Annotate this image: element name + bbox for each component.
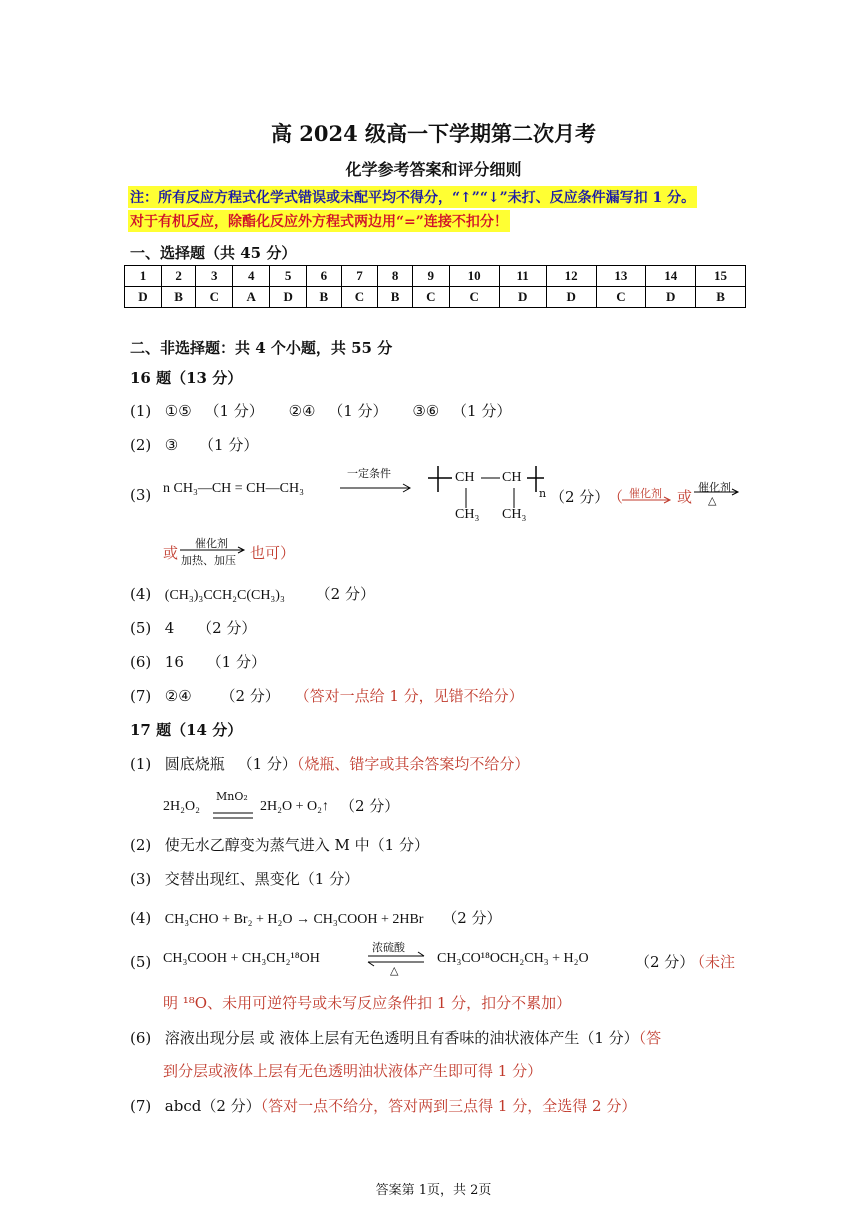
score-text: （1 分）: [452, 402, 512, 420]
part-number: (1): [130, 755, 152, 773]
q16-part5: [130, 617, 256, 638]
q16-part7: [130, 685, 524, 706]
polymer-ch-1: CH: [455, 470, 475, 485]
q17-part4: [130, 907, 502, 928]
answer-text: 圆底烧瓶: [164, 755, 225, 773]
page-footer: 答案第 1页，共 2页: [375, 1183, 492, 1198]
question-number: 14: [646, 266, 696, 287]
equation-right: CH₃CO¹⁸OCH₂CH₃ + H₂O: [437, 951, 589, 966]
question-number: 9: [412, 266, 449, 287]
equation-condition: MnO₂: [216, 790, 248, 803]
answer-cell: C: [196, 287, 233, 308]
question-number: 7: [341, 266, 378, 287]
equation-left: CH₃COOH + CH₃CH₂¹⁸OH: [163, 951, 320, 966]
score-text: （2 分）: [197, 619, 257, 637]
part-number: (2): [130, 436, 152, 454]
polymer-ch-2: CH: [502, 470, 522, 485]
part-number: (5): [130, 953, 152, 971]
reaction-condition: 一定条件: [347, 467, 391, 480]
answer-cell: D: [646, 287, 696, 308]
section2-heading: 二、非选择题：共 4 个小题，共 55 分: [130, 339, 393, 357]
grading-comment: （烧瓶、错字或其余答案均不给分）: [296, 755, 530, 773]
part-number: (4): [130, 585, 152, 603]
answer-cell: B: [378, 287, 412, 308]
part-number: (3): [130, 486, 152, 504]
question-number: 6: [307, 266, 341, 287]
answer-cell: B: [307, 287, 341, 308]
alt-catalyst-3: 催化剂: [195, 537, 228, 550]
answer-cell: C: [341, 287, 378, 308]
answer-cell: A: [233, 287, 270, 308]
answer-cell: C: [412, 287, 449, 308]
answer-text: 16: [164, 653, 184, 671]
or-text: 或: [677, 488, 693, 506]
scoring-note-2: 对于有机反应，除酯化反应外方程式两边用“=”连接不扣分！: [128, 210, 510, 232]
q16-part6: [130, 651, 266, 672]
question-number: 10: [449, 266, 499, 287]
score-text: （1 分）: [206, 653, 266, 671]
answer-text: CH₃CHO + Br₂ + H₂O → CH₃COOH + 2HBr: [164, 912, 424, 927]
q17-part7: [130, 1095, 636, 1116]
equation-left: 2H₂O₂: [163, 799, 200, 814]
answer-text: 溶液出现分层 或 液体上层有无色透明且有香味的油状液体产生（1 分）: [164, 1029, 639, 1047]
q17-part6: [130, 1027, 661, 1048]
answer-text: 交替出现红、黑变化（1 分）: [164, 870, 360, 888]
page-title: 高 2024 级高一下学期第二次月考: [270, 121, 597, 146]
answer-text: ③⑥: [412, 402, 440, 420]
part-number: (6): [130, 653, 152, 671]
alt-catalyst-1: 催化剂: [629, 487, 662, 500]
question-number: 3: [196, 266, 233, 287]
answer-cell: C: [449, 287, 499, 308]
equation-condition: 浓硫酸: [372, 941, 405, 954]
answer-cell: D: [499, 287, 546, 308]
part-number: (6): [130, 1029, 152, 1047]
question-number: 4: [233, 266, 270, 287]
grading-comment: （答对一点不给分，答对两到三点得 1 分，全选得 2 分）: [260, 1097, 637, 1115]
q17-part2: [130, 834, 429, 855]
answer-text: abcd（2 分）: [164, 1097, 261, 1115]
answer-text: (CH₃)₃CCH₂C(CH₃)₃: [164, 588, 285, 603]
answer-text: ②④: [164, 687, 192, 705]
q17-heading: 17 题（14 分）: [130, 721, 243, 739]
grading-comment: 明 ¹⁸O、未用可逆符号或未写反应条件扣 1 分，扣分不累加）: [163, 994, 572, 1012]
delta-symbol: △: [390, 964, 399, 977]
part-number: (5): [130, 619, 152, 637]
part-number: (2): [130, 836, 152, 854]
question-number: 2: [161, 266, 195, 287]
polymer-methyl-2: CH₃: [502, 507, 527, 522]
alt-tail-text: 也可）: [250, 544, 296, 562]
score-text: （1 分）: [199, 436, 259, 454]
score-text: （2 分）: [340, 797, 400, 815]
grading-comment: 到分层或液体上层有无色透明油状液体产生即可得 1 分）: [163, 1062, 543, 1080]
score-text: （2 分）: [635, 953, 695, 971]
score-text: （2 分）: [442, 909, 502, 927]
answer-cell: B: [696, 287, 746, 308]
score-text: （2 分）: [315, 585, 375, 603]
answer-cell: B: [161, 287, 195, 308]
scoring-note-1: 注：所有反应方程式化学式错误或未配平均不得分，“↑”“↓”未打、反应条件漏写扣 1 分。: [128, 186, 697, 208]
answer-cell: C: [596, 287, 646, 308]
part-number: (4): [130, 909, 152, 927]
question-number: 11: [499, 266, 546, 287]
answer-cell: D: [125, 287, 162, 308]
part-number: (7): [130, 687, 152, 705]
paren-open: （: [608, 488, 624, 506]
equation-right: 2H₂O + O₂↑: [260, 799, 329, 814]
or-text: 或: [163, 544, 179, 562]
score-text: （1 分）: [204, 402, 264, 420]
q17-part1: [130, 753, 529, 774]
question-number: 12: [546, 266, 596, 287]
polymer-methyl-1: CH₃: [455, 507, 480, 522]
score-text: （2 分）: [220, 687, 280, 705]
grading-comment: （答对一点给 1 分，见错不给分）: [294, 687, 524, 705]
q16-part4: [130, 583, 375, 604]
answer-text: ①⑤: [164, 402, 192, 420]
answer-text: ③: [164, 436, 179, 454]
page-subtitle: 化学参考答案和评分细则: [345, 160, 522, 179]
question-number: 15: [696, 266, 746, 287]
score-text: （1 分）: [237, 755, 297, 773]
section1-heading: 一、选择题（共 45 分）: [130, 244, 297, 262]
question-number: 1: [125, 266, 162, 287]
part-number: (7): [130, 1097, 152, 1115]
polymer-n: n: [539, 487, 547, 500]
q17-part3: [130, 868, 359, 889]
answer-cell: D: [546, 287, 596, 308]
question-number: 5: [270, 266, 307, 287]
part-number: (1): [130, 402, 152, 420]
grading-comment: （未注: [690, 953, 736, 971]
delta-symbol: △: [708, 494, 717, 507]
question-number: 8: [378, 266, 412, 287]
part-number: (3): [130, 870, 152, 888]
q16-heading: 16 题（13 分）: [130, 369, 243, 387]
answer-text: ②④: [288, 402, 316, 420]
grading-comment: （答: [638, 1029, 662, 1047]
alt-condition-3: 加热、加压: [181, 554, 236, 567]
score-text: （2 分）: [550, 488, 610, 506]
alt-catalyst-2: 催化剂: [698, 481, 731, 494]
reactant-formula: n CH₃—CH = CH—CH₃: [163, 481, 304, 496]
question-number: 13: [596, 266, 646, 287]
answer-text: 4: [164, 619, 175, 637]
answer-cell: D: [270, 287, 307, 308]
score-text: （1 分）: [328, 402, 388, 420]
answer-text: 使无水乙醇变为蒸气进入 M 中（1 分）: [164, 836, 429, 854]
